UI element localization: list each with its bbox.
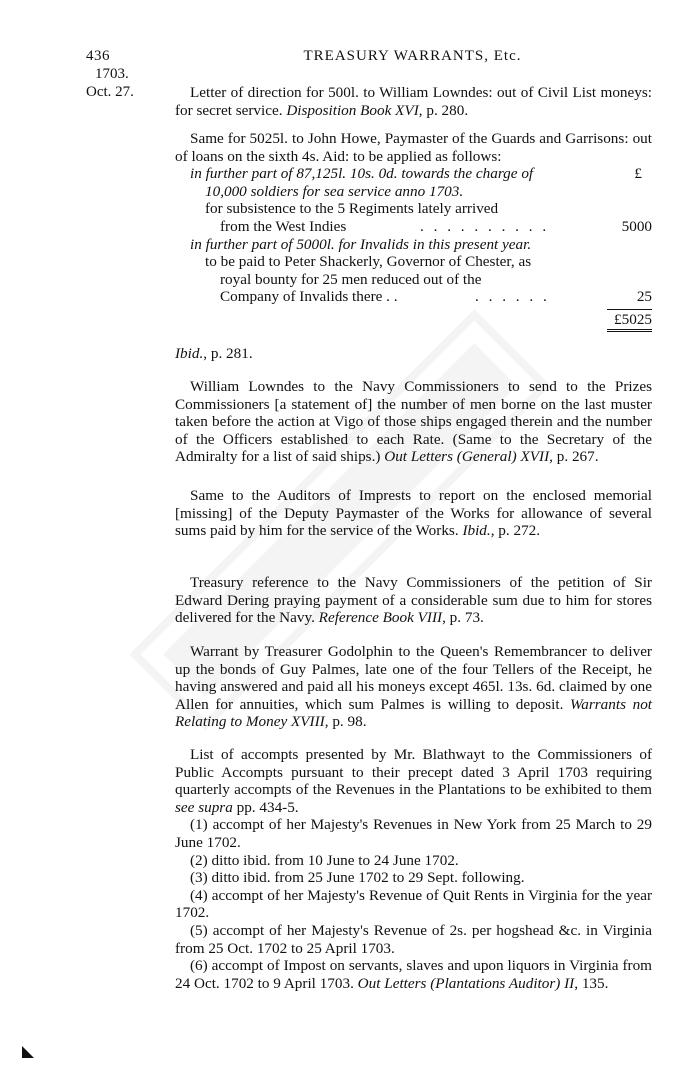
corner-arrow-icon [22,1046,34,1058]
entry-1-ref: Disposition Book XVI [286,101,419,119]
entry-4 [175,487,652,540]
entry-7-intro [175,746,652,816]
entry-7-intro-text: List of accompts presented by Mr. Blathwayt to the Commissioners of Public Accompts pursuant to their precept dated 3 April 1703 requiring quarterly accompts of the Revenues in the Plantations to be exhibited to them [175,746,652,799]
currency-symbol: £ [634,165,642,183]
running-title: TREASURY WARRANTS, Etc. [303,48,522,64]
list-item: (3) ditto ibid. from 25 June 1702 to 29 Sept. following. [190,869,525,887]
total-amount: £5025 [614,310,652,328]
margin-date: Oct. 27. [86,84,134,100]
account-line-2b-text: from the West Indies [220,217,347,235]
account-line-4b [175,271,652,289]
total-row [175,306,652,330]
entry-6-page: , p. 98. [324,713,367,731]
entry-5-ref: Reference Book VIII [318,609,443,627]
amount-1: 5000 [621,217,652,235]
entry-5-page: , p. 73. [442,609,484,627]
entry-6-text: Warrant by Treasurer Godolphin to the Queen's Remembrancer to deliver up the bonds of Guy Palmes, late one of the four Tellers of the Receipt, he having answered and paid all his moneys except 465l. 13s. 6d. claimed by one Allen for annuities, which sum Palmes is willing to deposit. [175,643,652,713]
entry-6 [175,643,652,731]
entry-4-text: Same to the Auditors of Imprests to report on the enclosed memorial [missing] of the Deputy Paymaster of the Works for allowance of several sums paid by him for the service of the Works. [175,487,652,540]
entry-2-ibid-page: , p. 281. [203,345,253,362]
entry-2 [175,130,652,330]
account-line-1a-text: in further part of 87,125l. 10s. 0d. towards the charge of [190,165,534,183]
account-line-4c-text: Company of Invalids there . . [220,288,398,306]
page-number: 436 [86,48,110,64]
margin-year: 1703. [95,66,129,82]
amount-2: 25 [636,288,652,306]
account-line-1a [175,165,652,183]
total-rule-top [607,309,652,310]
list-item: (2) ditto ibid. from 10 June to 24 June 1702. [190,851,459,869]
account-line-1b-text: 10,000 soldiers for sea service anno 1703. [205,182,464,200]
account-line-4b-text: royal bounty for 25 men reduced out of the [220,270,482,288]
list-item: (1) accompt of her Majesty's Revenues in New York from 25 March to 29 June 1702. [175,816,652,851]
account-line-1b [175,183,652,201]
entry-2-ibid: Ibid. [175,345,204,362]
entry-5 [175,574,652,627]
entry-3 [175,378,652,466]
list-item: (5) accompt of her Majesty's Revenue of 2s. per hogshead &c. in Virginia from 25 Oct. 1702 to 25 April 1703. [175,921,652,957]
entry-3-text: William Lowndes to the Navy Commissioners to send to the Prizes Commissioners [a statement of] the number of men borne on the last muster taken before the action at Vigo of those ships engaged therein and the number of the Officers established to each Rate. (Same to the Secretary of the Admiralty for a list of said ships.) [175,378,652,466]
entry-1-page: , p. 280. [418,101,469,119]
entry-7-ref: Out Letters (Plantations Auditor) II [357,974,575,992]
total-rule-bottom [607,329,652,332]
entry-7-see: see supra [175,798,233,816]
entry-6-ref: Warrants not Relating to Money XVIII [175,695,653,731]
entry-5-text: Treasury reference to the Navy Commissioners of the petition of Sir Edward Dering praying payment of a considerable sum due to him for stores delivered for the Navy. [175,574,652,627]
account-line-3 [175,236,652,254]
leader-dots-2: . . . . . . [475,288,550,306]
account-line-3-text: in further part of 5000l. for Invalids in this present year. [190,235,532,253]
account-line-2b [175,218,652,236]
account-line-2a-text: for subsistence to the 5 Regiments lately arrived [205,200,499,218]
entry-7-page: , 135. [574,974,609,992]
entry-3-ref: Out Letters (General) XVII [384,448,550,466]
account-line-4a-text: to be paid to Peter Shackerly, Governor of Chester, as [205,253,532,271]
entry-7-intro-end: pp. 434-5. [232,798,299,816]
entry-2-source [175,345,253,363]
entry-4-page: , p. 272. [490,522,541,540]
entry-2-intro: Same for 5025l. to John Howe, Paymaster of the Guards and Garrisons: out of loans on the sixth 4s. Aid: to be applied as follows: [175,130,652,165]
list-item: (4) accompt of her Majesty's Revenue of Quit Rents in Virginia for the year 1702. [175,886,652,922]
account-line-4a [175,253,652,271]
entry-3-page: , p. 267. [549,448,599,466]
leader-dots-1: . . . . . . . . . . [420,217,550,235]
entry-1 [175,84,652,119]
account-line-4c [175,288,652,306]
list-item [175,957,652,992]
entry-4-ref: Ibid. [462,522,491,540]
entry-1-text: Letter of direction for 500l. to William Lowndes: out of Civil List moneys: for secret service. [175,84,652,119]
entry-7 [175,746,652,992]
account-line-2a [175,200,652,218]
list-item-6-text: (6) accompt of Impost on servants, slaves and upon liquors in Virginia from 24 Oct. 1702 to 9 April 1703. [175,957,652,992]
